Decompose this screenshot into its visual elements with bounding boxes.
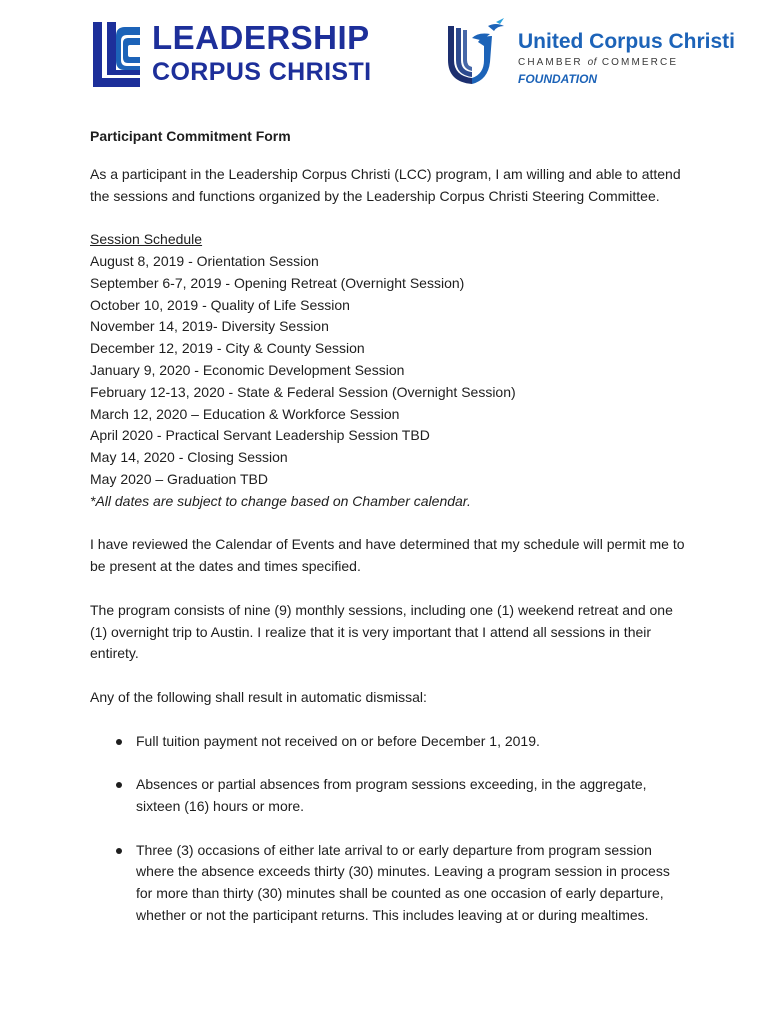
calendar-statement: I have reviewed the Calendar of Events and have determined that my schedule will permit me to be present at the dates and times specified.	[90, 536, 685, 575]
lcc-emblem-icon	[90, 18, 148, 90]
dismissal-list	[90, 731, 690, 927]
session-item: August 8, 2019 - Orientation Session	[90, 252, 319, 269]
schedule-heading: Session Schedule	[90, 231, 203, 248]
schedule-note: *All dates are subject to change based on Chamber calendar.	[90, 492, 471, 509]
dismissal-item: Three (3) occasions of either late arrival to or early departure from program session where the absence exceeds thirty (30) minutes. Leaving a program session in process for more than thirty (30) minutes shall be counted as one occasion of early departure, whether or not the participant returns. This includes leaving at or during mealtimes.	[90, 840, 690, 927]
intro-paragraph: As a participant in the Leadership Corpus Christi (LCC) program, I am willing and able to attend the sessions and functions organized by the Leadership Corpus Christi Steering Committee.	[90, 165, 681, 204]
session-list	[90, 251, 690, 491]
session-item: November 14, 2019- Diversity Session	[90, 318, 329, 335]
dismissal-heading: Any of the following shall result in automatic dismissal:	[90, 688, 427, 705]
session-item: September 6-7, 2019 - Opening Retreat (Overnight Session)	[90, 274, 465, 291]
ucc-sub-commerce: COMMERCE	[601, 57, 679, 68]
ucc-foundation-logo	[440, 16, 736, 88]
dismissal-item: Absences or partial absences from program sessions exceeding, in the aggregate, sixteen (16) hours or more.	[90, 774, 690, 818]
session-item: January 9, 2020 - Economic Development Session	[90, 361, 405, 378]
dismissal-item: Full tuition payment not received on or before December 1, 2019.	[90, 731, 690, 753]
lcc-logo	[90, 18, 370, 90]
form-body	[90, 126, 690, 927]
page-title: Participant Commitment Form	[90, 128, 291, 144]
ucc-sub-of: of	[587, 57, 597, 68]
ucc-sub-chamber: CHAMBER	[518, 57, 583, 68]
ucc-logo-title: United Corpus Christi	[518, 30, 736, 53]
lcc-logo-line1: LEADERSHIP	[152, 19, 370, 56]
session-item: October 10, 2019 - Quality of Life Session	[90, 296, 350, 313]
ucc-logo-foundation: FOUNDATION	[518, 72, 598, 86]
ucc-emblem-icon	[440, 16, 512, 88]
session-item: March 12, 2020 – Education & Workforce Session	[90, 405, 400, 422]
session-item: May 14, 2020 - Closing Session	[90, 449, 288, 466]
lcc-logo-line2: CORPUS CHRISTI	[152, 58, 372, 86]
session-item: May 2020 – Graduation TBD	[90, 470, 268, 487]
session-item: April 2020 - Practical Servant Leadership Session TBD	[90, 427, 430, 444]
session-item: December 12, 2019 - City & County Session	[90, 340, 365, 357]
ucc-logo-subtitle	[518, 57, 678, 69]
session-item: February 12-13, 2020 - State & Federal Session (Overnight Session)	[90, 383, 516, 400]
program-statement: The program consists of nine (9) monthly sessions, including one (1) weekend retreat and one (1) overnight trip to Austin. I realize that it is very important that I attend all sessions in their entirety.	[90, 601, 673, 662]
